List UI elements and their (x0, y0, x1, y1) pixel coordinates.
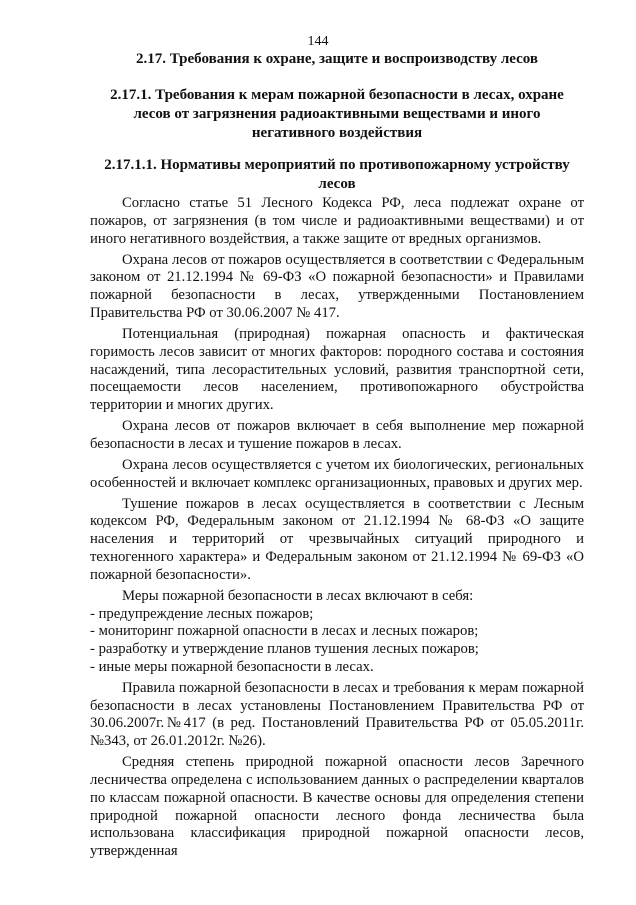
section-heading-2-17-1: 2.17.1. Требования к мерам пожарной безопасности в лесах, охране лесов от загрязнения радиоактивными веществами и иного негативного воздействия (110, 87, 564, 141)
paragraph: Согласно статье 51 Лесного Кодекса РФ, леса подлежат охране от пожаров, от загрязнения (в том числе и радиоактивными веществами) и от иного негативного воздействия, а также защите от вредных организмов. (90, 195, 584, 247)
fire-safety-measures-list (90, 606, 584, 677)
paragraph: Тушение пожаров в лесах осуществляется в соответствии с Лесным кодексом РФ, Федеральным законом от 21.12.1994 № 68-ФЗ «О защите населения и территорий от чрезвычайных ситуаций природного и техногенного характера» и Федеральным законом от 21.12.1994 № 69-ФЗ «О пожарной безопасности». (90, 495, 584, 583)
paragraph: Меры пожарной безопасности в лесах включают в себя: (122, 587, 474, 604)
section-heading-2-17: 2.17. Требования к охране, защите и воспроизводству лесов (136, 51, 538, 67)
list-item: - предупреждение лесных пожаров; (90, 605, 314, 622)
paragraph: Правила пожарной безопасности в лесах и требования к мерам пожарной безопасности в лесах установлены Постановлением Правительства РФ от 30.06.2007г.№417 (в ред. Постановлений Правительства РФ от 05.05.2011г. №343, от 26.01.2012г. №26). (90, 679, 584, 750)
list-item: - иные меры пожарной безопасности в лесах. (90, 659, 374, 676)
paragraph: Охрана лесов от пожаров осуществляется в соответствии с Федеральным законом от 21.12.1994 № 69-ФЗ «О пожарной безопасности» и Правилами пожарной безопасности в лесах, утвержденными Постановлением Правительства РФ от 30.06.2007 № 417. (90, 251, 584, 321)
paragraph: Средняя степень природной пожарной опасности лесов Заречного лесничества определена с использованием данных о распределении кварталов по классам пожарной опасности. В качестве основы для определения степени природной пожарной опасности лесного фонда лесничества была использована классификация природной пожарной опасности лесов, утвержденная (90, 754, 584, 860)
paragraph: Потенциальная (природная) пожарная опасность и фактическая горимость лесов зависит от многих факторов: породного состава и состояния насаждений, типа лесорастительных условий, развития транспортной сети, посещаемости лесов населением, противопожарного обустройства территории и многих других. (90, 325, 584, 414)
paragraph: Охрана лесов осуществляется с учетом их биологических, региональных особенностей и включает комплекс организационных, правовых и других мер. (90, 456, 584, 491)
list-item: - мониторинг пожарной опасности в лесах и лесных пожаров; (90, 623, 479, 640)
document-body (90, 195, 584, 864)
section-heading-2-17-1-1: 2.17.1.1. Нормативы мероприятий по противопожарному устройству лесов (104, 157, 570, 192)
page-number: 144 (307, 34, 329, 49)
paragraph: Охрана лесов от пожаров включает в себя выполнение мер пожарной безопасности в лесах и тушение пожаров в лесах. (90, 418, 584, 452)
list-item: - разработку и утверждение планов тушения лесных пожаров; (90, 641, 479, 658)
